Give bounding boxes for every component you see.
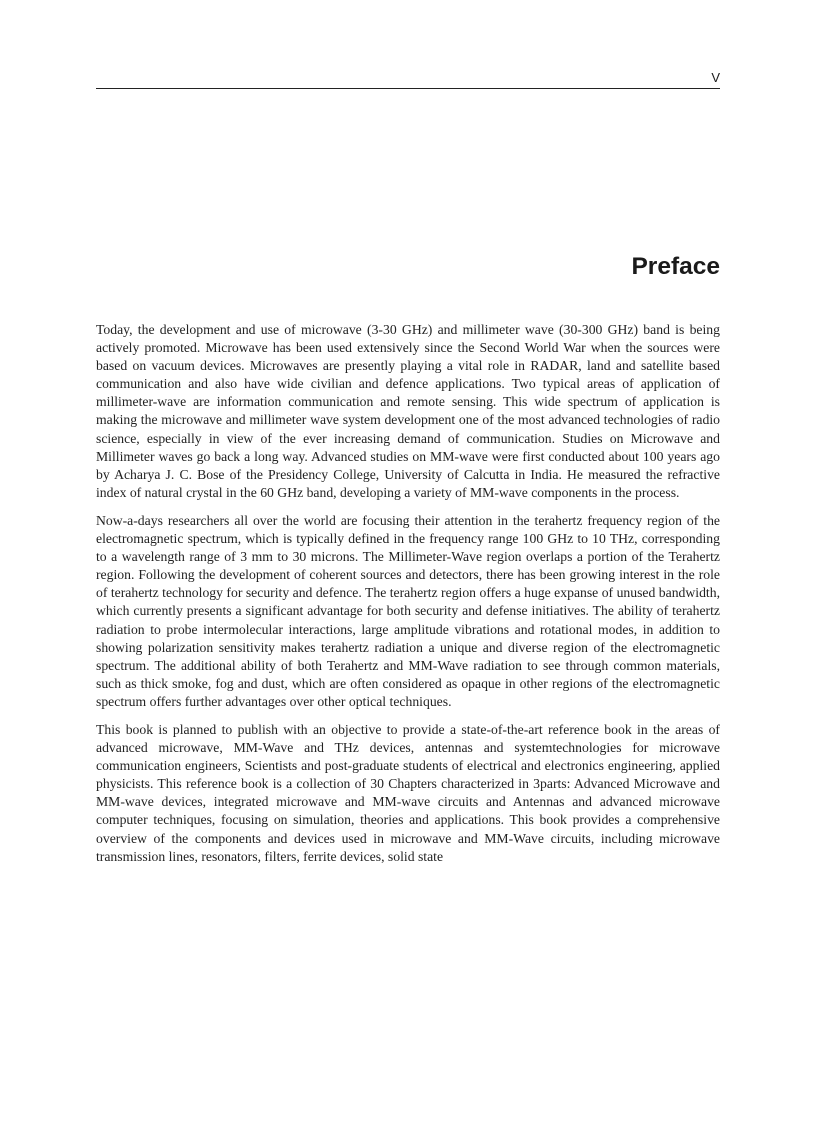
page-number: V	[711, 70, 720, 85]
header-rule	[96, 88, 720, 89]
paragraph: Now-a-days researchers all over the world are focusing their attention in the terahertz frequency region of the electromagnetic spectrum, which is typically defined in the frequency range 100 GHz to 10 THz, corresponding to a wavelength range of 3 mm to 30 microns. The Millimeter-Wave region overlaps a portion of the Terahertz region. Following the development of coherent sources and detectors, there has been growing interest in the role of terahertz technology for security and defence. The terahertz region offers a huge expanse of unused bandwidth, which currently presents a significant advantage for both security and defense initiatives. The ability of terahertz radiation to probe intermolecular interactions, large amplitude vibrations and rotational modes, in addition to showing polarization sensitivity makes terahertz radiation a unique and diverse region of the electromagnetic spectrum. The additional ability of both Terahertz and MM-Wave radiation to see through common materials, such as thick smoke, fog and dust, which are often considered as opaque in other regions of the electromagnetic spectrum offers further advantages over other optical techniques.	[96, 512, 720, 709]
body-text	[96, 321, 720, 876]
paragraph: Today, the development and use of microwave (3-30 GHz) and millimeter wave (30-300 GHz) band is being actively promoted. Microwave has been used extensively since the Second World War when the sources were based on vacuum devices. Microwaves are presently playing a vital role in RADAR, land and satellite based communication and also have wide civilian and defence applications. Two typical areas of application of millimeter-wave are information communication and remote sensing. This wide spectrum of application is making the microwave and millimeter wave system development one of the most advanced technologies of radio science, especially in view of the ever increasing demand of communication. Studies on Microwave and Millimeter waves go back a long way. Advanced studies on MM-wave were first conducted about 100 years ago by Acharya J. C. Bose of the Presidency College, University of Calcutta in India. He measured the refractive index of natural crystal in the 60 GHz band, developing a variety of MM-wave components in the process.	[96, 322, 720, 500]
paragraph: This book is planned to publish with an objective to provide a state-of-the-art reference book in the areas of advanced microwave, MM-Wave and THz devices, antennas and systemtechnologies for microwave communication engineers, Scientists and post-graduate students of electrical and electronics engineering, applied physicists. This reference book is a collection of 30 Chapters characterized in 3parts: Advanced Microwave and MM-wave devices, integrated microwave and MM-wave circuits and Antennas and advanced microwave computer techniques, focusing on simulation, theories and applications. This book provides a comprehensive overview of the components and devices used in microwave and MM-Wave circuits, including microwave transmission lines, resonators, filters, ferrite devices, solid state	[96, 721, 720, 864]
chapter-title: Preface	[631, 253, 720, 280]
